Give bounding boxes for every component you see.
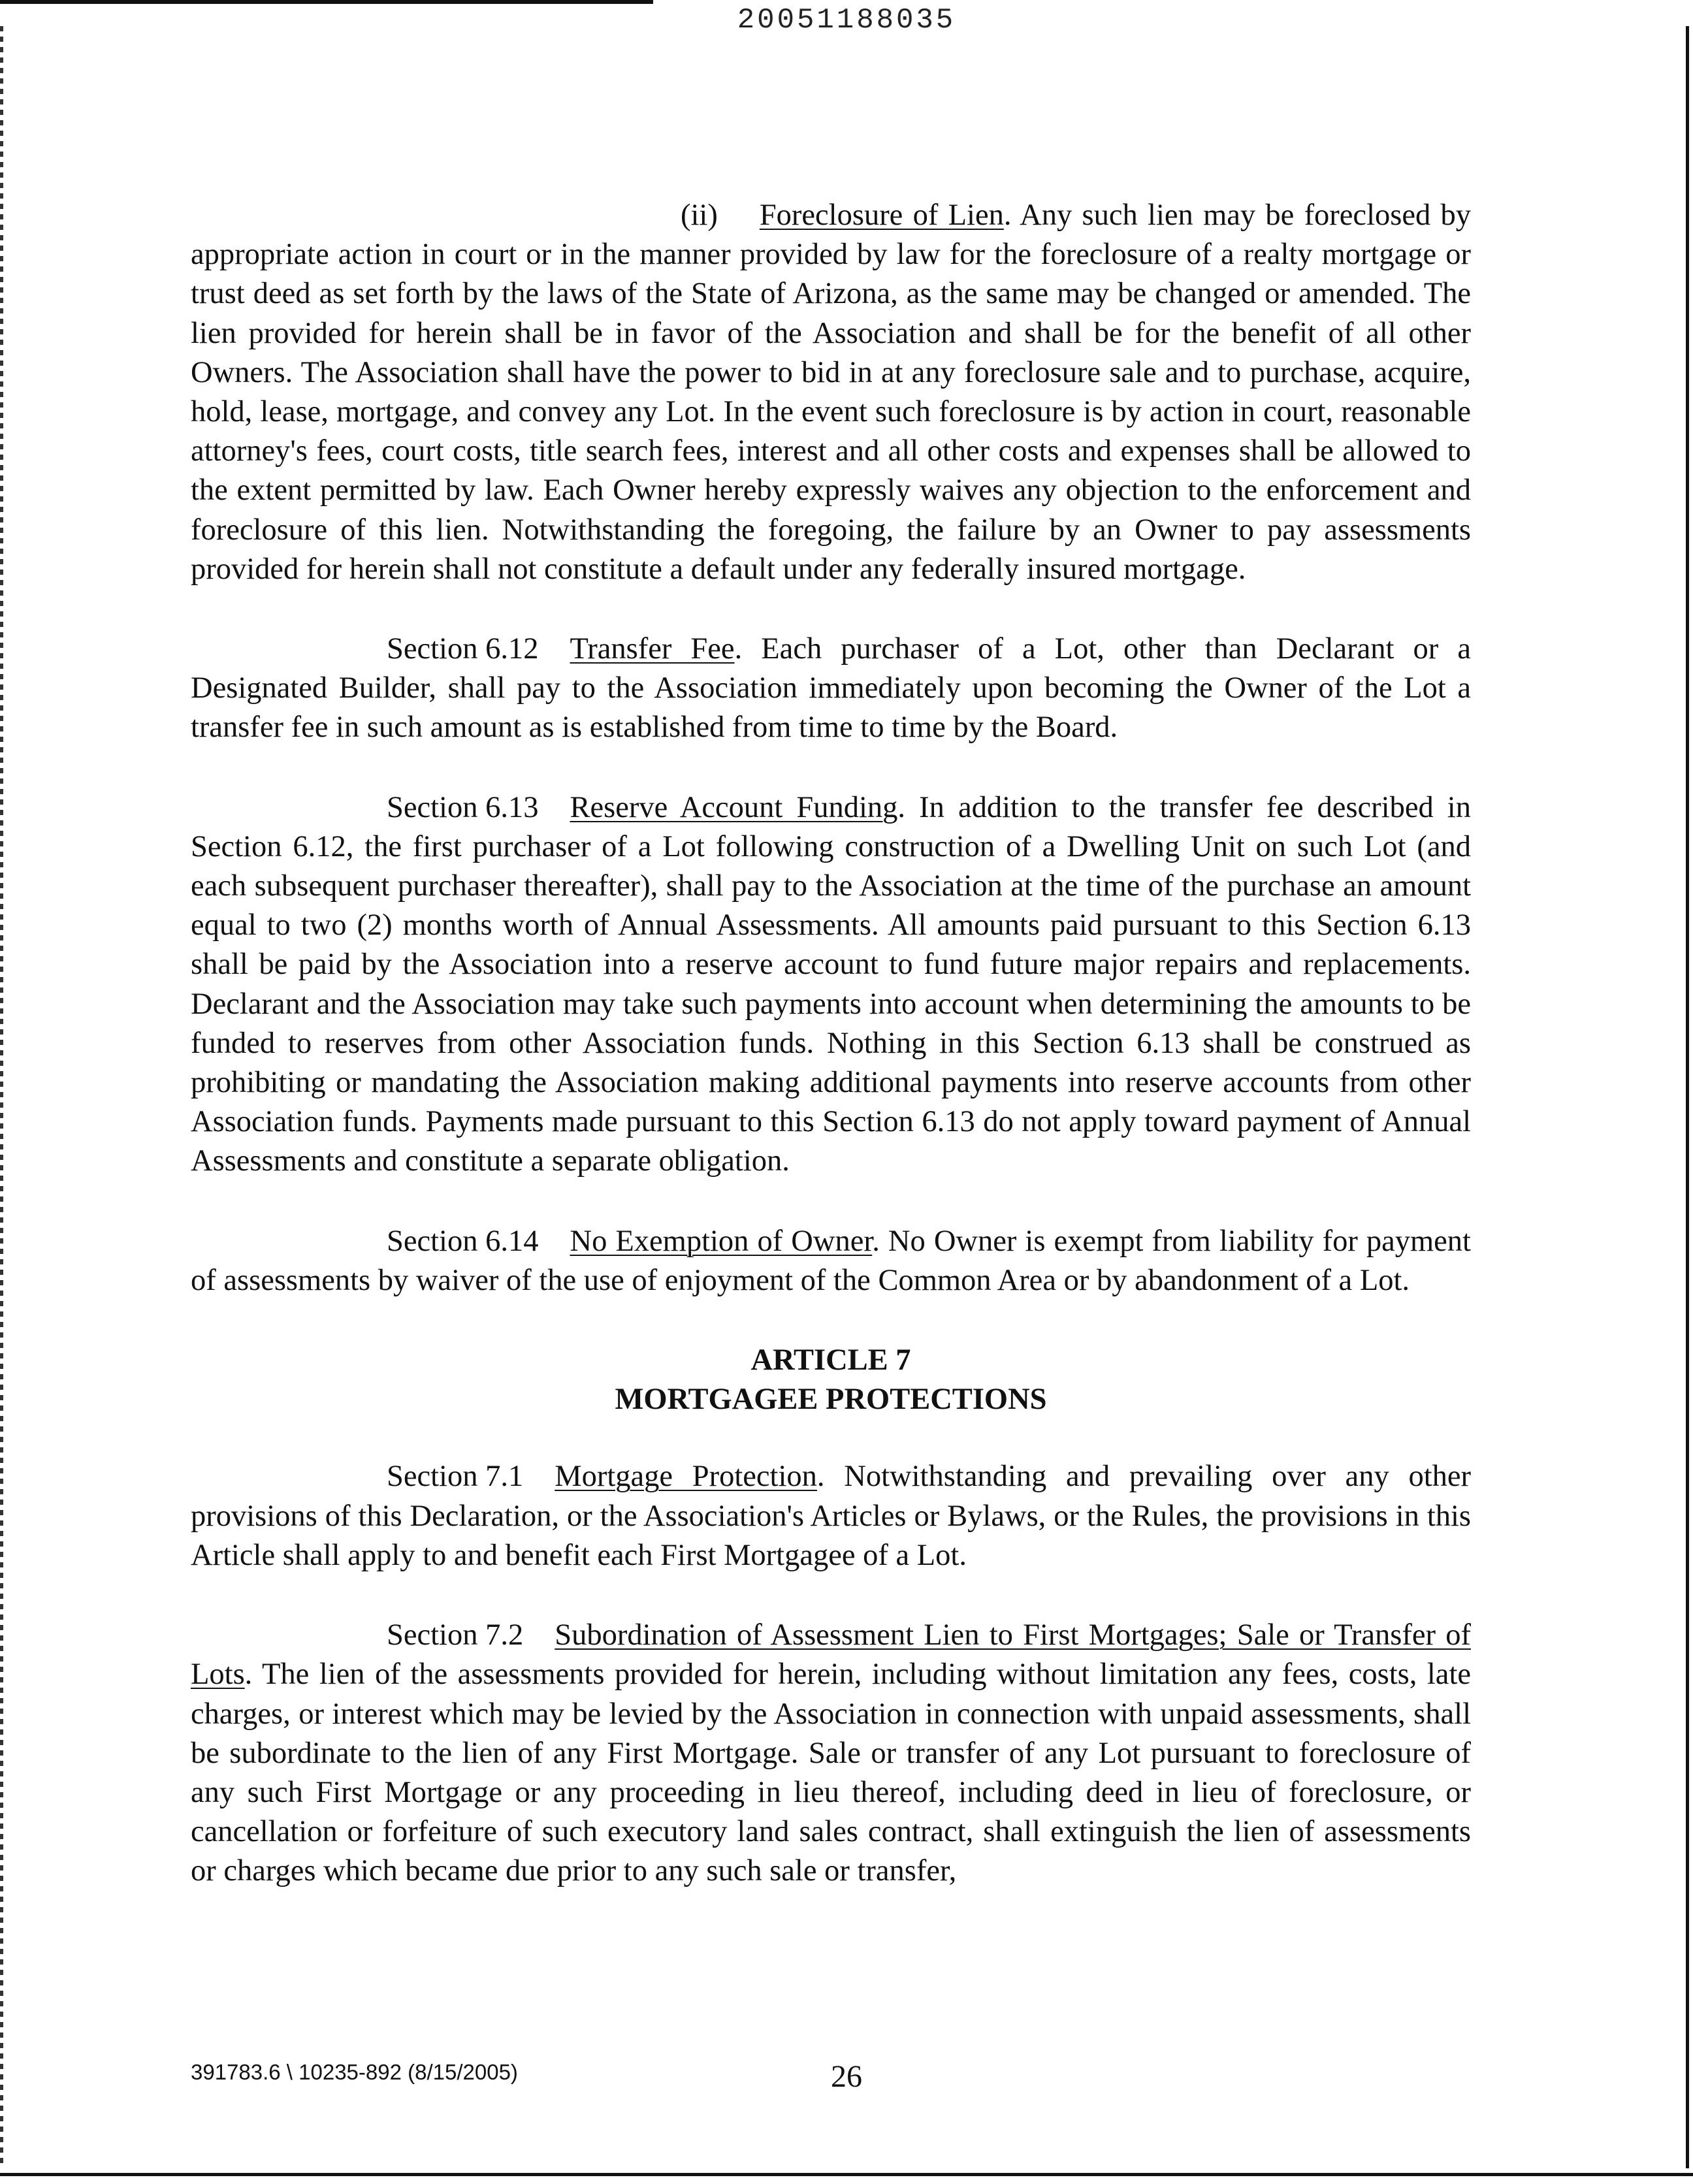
section-7-2-label: Section 7.2 (387, 1618, 524, 1652)
left-scan-edge (0, 26, 3, 2168)
section-6-13-text: . In addition to the transfer fee described in Section 6.12, the first purchaser of a Lot following construction of a Dwelling Unit on such Lot (and each subsequent purchaser thereafter), shall pay to the Association at the time of the purchase an amount equal to two (2) months worth of Annual Assessments. All amounts paid pursuant to this Section 6.13 shall be paid by the Association into a reserve account to fund future major repairs and replacements. Declarant and the Association may take such payments into account when determining the amounts to be funded to reserves from other Association funds. Nothing in this Section 6.13 shall be construed as prohibiting or mandating the Association making additional payments into reserve accounts from other Association funds. Payments made pursuant to this Section 6.13 do not apply toward payment of Annual Assessments and constitute a separate obligation. (191, 790, 1471, 1178)
section-6-12-paragraph (191, 630, 1471, 748)
section-7-1-title: Mortgage Protection (555, 1460, 817, 1494)
page-number: 26 (831, 2059, 862, 2094)
article-title: MORTGAGEE PROTECTIONS (615, 1383, 1047, 1417)
section-6-14-label: Section 6.14 (387, 1224, 539, 1258)
article-7-heading (191, 1341, 1471, 1419)
section-7-1-text: . Notwithstanding and prevailing over any other provisions of this Declaration, or the Association's Articles or Bylaws, or the Rules, the provisions in this Article shall apply to and benefit each First Mortgagee of a Lot. (191, 1460, 1471, 1572)
section-6-14-text: . No Owner is exempt from liability for payment of assessments by waiver of the use of enjoyment of the Common Area or by abandonment of a Lot. (191, 1224, 1471, 1297)
section-7-2-title: Subordination of Assessment Lien to First Mortgages; Sale or Transfer of Lots (191, 1618, 1471, 1692)
section-6-12-title: Transfer Fee (570, 632, 735, 666)
right-border-rule (1686, 26, 1689, 2168)
section-6-13-title: Reserve Account Funding (570, 790, 898, 824)
section-6-13-paragraph (191, 788, 1471, 1181)
section-7-2-text: . The lien of the assessments provided for herein, including without limitation any fees, costs, late charges, or interest which may be levied by the Association in connection with unpaid assessments, shall be subordinate to the lien of any First Mortgage. Sale or transfer of any Lot pursuant to foreclosure of any such First Mortgage or any proceeding in lieu thereof, including deed in lieu of foreclosure, or cancellation or forfeiture of such executory land sales contract, shall extinguish the lien of assessments or charges which became due prior to any such sale or transfer, (191, 1658, 1471, 1888)
clause-ii-title: Foreclosure of Lien (759, 199, 1004, 232)
clause-ii-label: (ii) (681, 199, 718, 232)
section-6-12-label: Section 6.12 (387, 632, 539, 666)
clause-ii-text: . Any such lien may be foreclosed by appropriate action in court or in the manner provided by law for the foreclosure of a realty mortgage or trust deed as set forth by the laws of the State of Arizona, as the same may be changed or amended. The lien provided for herein shall be in favor of the Association and shall be for the benefit of all other Owners. The Association shall have the power to bid in at any foreclosure sale and to purchase, acquire, hold, lease, mortgage, and convey any Lot. In the event such foreclosure is by action in court, reasonable attorney's fees, court costs, title search fees, interest and all other costs and expenses shall be allowed to the extent permitted by law. Each Owner hereby expressly waives any objection to the enforcement and foreclosure of this lien. Notwithstanding the foregoing, the failure by an Owner to pay assessments provided for herein shall not constitute a default under any federally insured mortgage. (191, 199, 1472, 586)
section-6-12-text: . Each purchaser of a Lot, other than Declarant or a Designated Builder, shall pay to the Association immediately upon becoming the Owner of the Lot a transfer fee in such amount as is established from time to time by the Board. (191, 632, 1471, 745)
section-6-13-label: Section 6.13 (387, 790, 539, 824)
section-6-14-title: No Exemption of Owner (570, 1224, 873, 1258)
document-body (191, 196, 1471, 1891)
section-7-1-paragraph (191, 1457, 1471, 1575)
section-7-1-label: Section 7.1 (387, 1460, 524, 1494)
document-number: 20051188035 (737, 4, 956, 37)
article-number: ARTICLE 7 (750, 1343, 911, 1377)
section-7-2-paragraph (191, 1616, 1471, 1891)
bottom-border-rule (0, 2173, 1693, 2176)
footer-document-reference: 391783.6 \ 10235-892 (8/15/2005) (191, 2060, 518, 2084)
section-6-14-paragraph (191, 1222, 1471, 1300)
clause-ii-paragraph (191, 196, 1471, 589)
